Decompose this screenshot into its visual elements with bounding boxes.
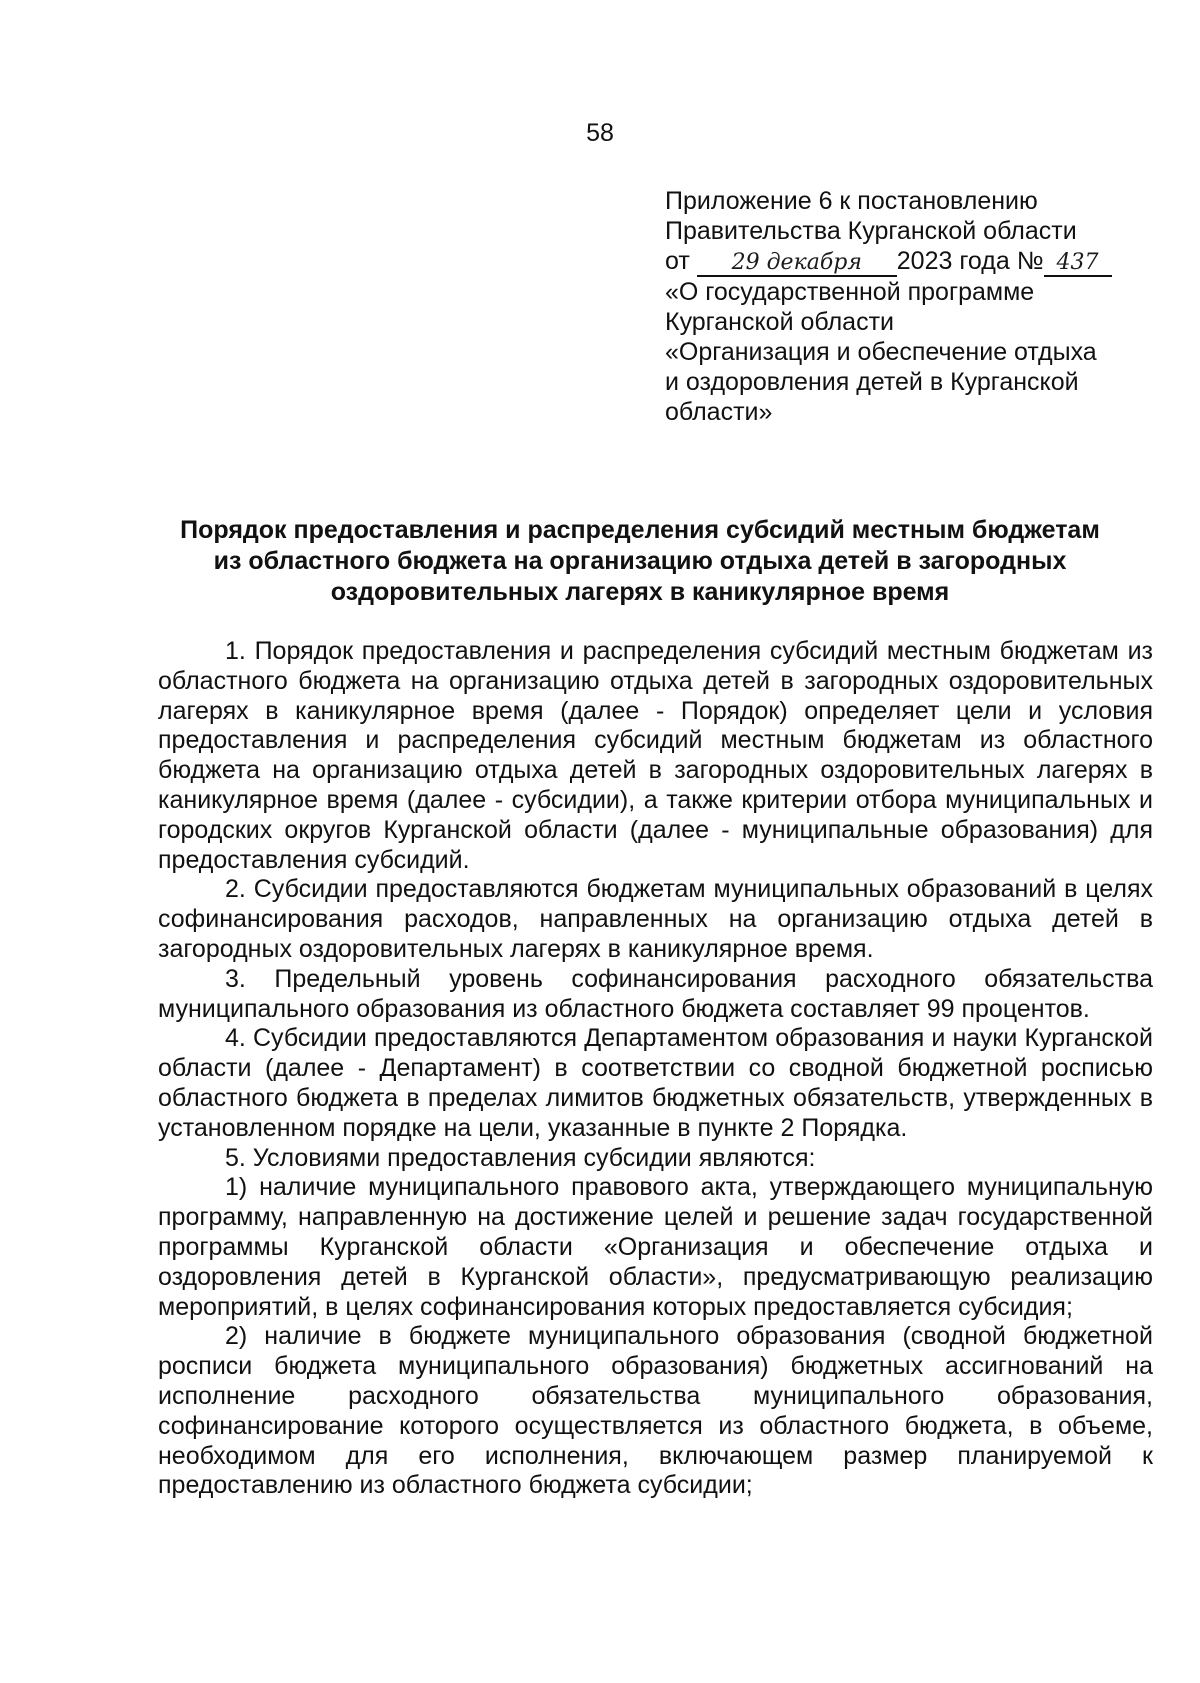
appendix-line-7: и оздоровления детей в Курганской xyxy=(665,368,1079,396)
appendix-line-6: «Организация и обеспечение отдыха xyxy=(665,338,1097,366)
appendix-header xyxy=(665,186,1145,427)
appendix-year-label: 2023 года № xyxy=(896,247,1044,275)
appendix-line-1: Приложение 6 к постановлению xyxy=(665,187,1038,215)
paragraph-5-item-1: 1) наличие муниципального правового акта, утверждающего муниципальную программу, направленную на достижение целей и решение задач государственной программы Курганской области «Организация и обеспечение отдыха и оздоровления детей в Курганской области», предусматривающую реализацию мероприятий, в целях софинансирования которых предоставляется субсидия; xyxy=(158,1173,1153,1321)
document-body xyxy=(158,637,1153,1501)
document-title-line-2: из областного бюджета на организацию отдыха детей в загородных xyxy=(213,547,1067,575)
paragraph-4: 4. Субсидии предоставляются Департаментом образования и науки Курганской области (далее - Департамент) в соответствии со сводной бюджетной росписью областного бюджета в пределах лимитов бюджетных обязательств, утвержденных в установленном порядке на цели, указанные в пункте 2 Порядка. xyxy=(158,1024,1153,1142)
handwritten-number: 437 xyxy=(1044,251,1112,277)
document-title-line-1: Порядок предоставления и распределения субсидий местным бюджетам xyxy=(180,516,1100,544)
appendix-line-5: Курганской области xyxy=(665,308,895,336)
handwritten-date: 29 декабря xyxy=(697,251,897,277)
document-title-line-3: оздоровительных лагерях в каникулярное время xyxy=(330,578,950,606)
paragraph-3: 3. Предельный уровень софинансирования расходного обязательства муниципального образования из областного бюджета составляет 99 процентов. xyxy=(158,964,1153,1023)
page-number: 58 xyxy=(586,119,614,147)
paragraph-2: 2. Субсидии предоставляются бюджетам муниципальных образований в целях софинансирования расходов, направленных на организацию отдыха детей в загородных оздоровительных лагерях в каникулярное время. xyxy=(158,875,1153,963)
appendix-line-2: Правительства Курганской области xyxy=(665,217,1077,245)
paragraph-5: 5. Условиями предоставления субсидии являются: xyxy=(225,1143,816,1172)
appendix-line-3 xyxy=(665,246,1145,277)
document-title xyxy=(140,515,1140,608)
appendix-line-4: «О государственной программе xyxy=(665,278,1035,306)
appendix-line-8: области» xyxy=(665,398,773,426)
paragraph-5-item-2: 2) наличие в бюджете муниципального образования (сводной бюджетной росписи бюджета муниципального образования) бюджетных ассигнований на исполнение расходного обязательства муниципального образования, софинансирование которого осуществляется из областного бюджета, в объеме, необходимом для его исполнения, включающем размер планируемой к предоставлению из областного бюджета субсидии; xyxy=(158,1322,1153,1500)
paragraph-1: 1. Порядок предоставления и распределения субсидий местным бюджетам из областного бюджета на организацию отдыха детей в загородных оздоровительных лагерях в каникулярное время (далее - Порядок) определяет цели и условия предоставления и распределения субсидий местным бюджетам из областного бюджета на организацию отдыха детей в загородных оздоровительных лагерях в каникулярное время (далее - субсидии), а также критерии отбора муниципальных и городских округов Курганской области (далее - муниципальные образования) для предоставления субсидий. xyxy=(158,637,1153,874)
appendix-date-prefix: от xyxy=(665,247,690,275)
